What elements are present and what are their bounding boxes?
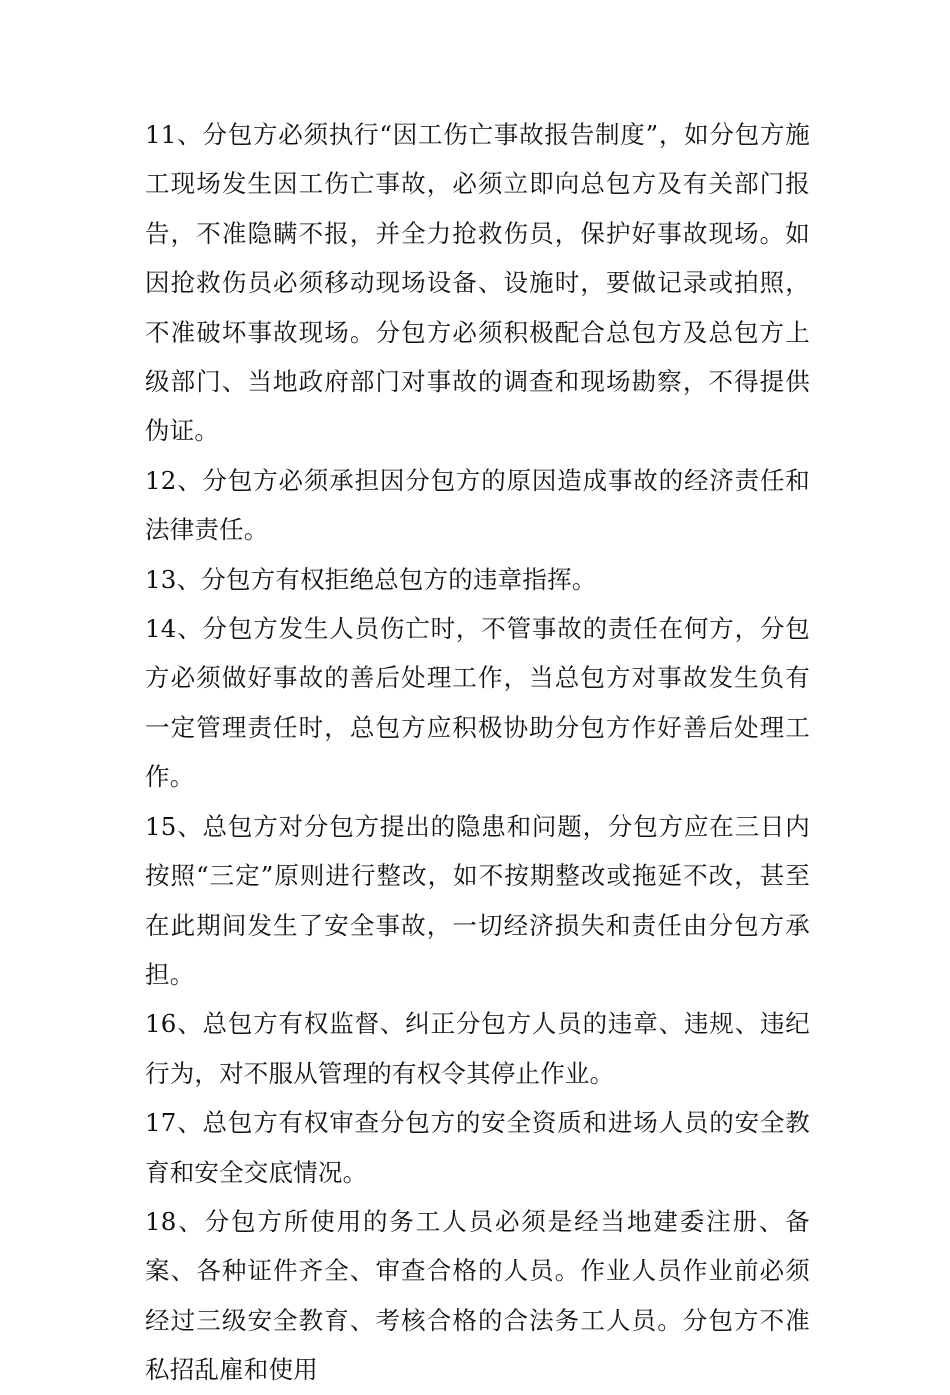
clause-16: 16、总包方有权监督、纠正分包方人员的违章、违规、违纪行为，对不服从管理的有权令其停止作业。 <box>145 1009 810 1088</box>
clause-18: 18、分包方所使用的务工人员必须是经当地建委注册、备案、各种证件齐全、审查合格的人员。作业人员作业前必须经过三级安全教育、考核合格的合法务工人员。分包方不准私招乱雇和使用 <box>145 1206 810 1385</box>
clause-15: 15、总包方对分包方提出的隐患和问题，分包方应在三日内按照“三定”原则进行整改，如不按期整改或拖延不改，甚至在此期间发生了安全事故，一切经济损失和责任由分包方承担。 <box>145 811 810 989</box>
clause-17: 17、总包方有权审查分包方的安全资质和进场人员的安全教育和安全交底情况。 <box>145 1108 810 1187</box>
clause-11: 11、分包方必须执行“因工伤亡事故报告制度”，如分包方施工现场发生因工伤亡事故，必须立即向总包方及有关部门报告，不准隐瞒不报，并全力抢救伤员，保护好事故现场。如因抢救伤员必须移动现场设备、设施时，要做记录或拍照，不准破坏事故现场。分包方必须积极配合总包方及总包方上级部门、当地政府部门对事故的调查和现场勘察，不得提供伪证。 <box>145 120 810 446</box>
clause-13: 13、分包方有权拒绝总包方的违章指挥。 <box>145 564 597 594</box>
clause-14: 14、分包方发生人员伤亡时，不管事故的责任在何方，分包方必须做好事故的善后处理工作，当总包方对事故发生负有一定管理责任时，总包方应积极协助分包方作好善后处理工作。 <box>145 614 810 792</box>
document-body <box>145 110 810 1395</box>
clause-12: 12、分包方必须承担因分包方的原因造成事故的经济责任和法律责任。 <box>145 465 810 545</box>
